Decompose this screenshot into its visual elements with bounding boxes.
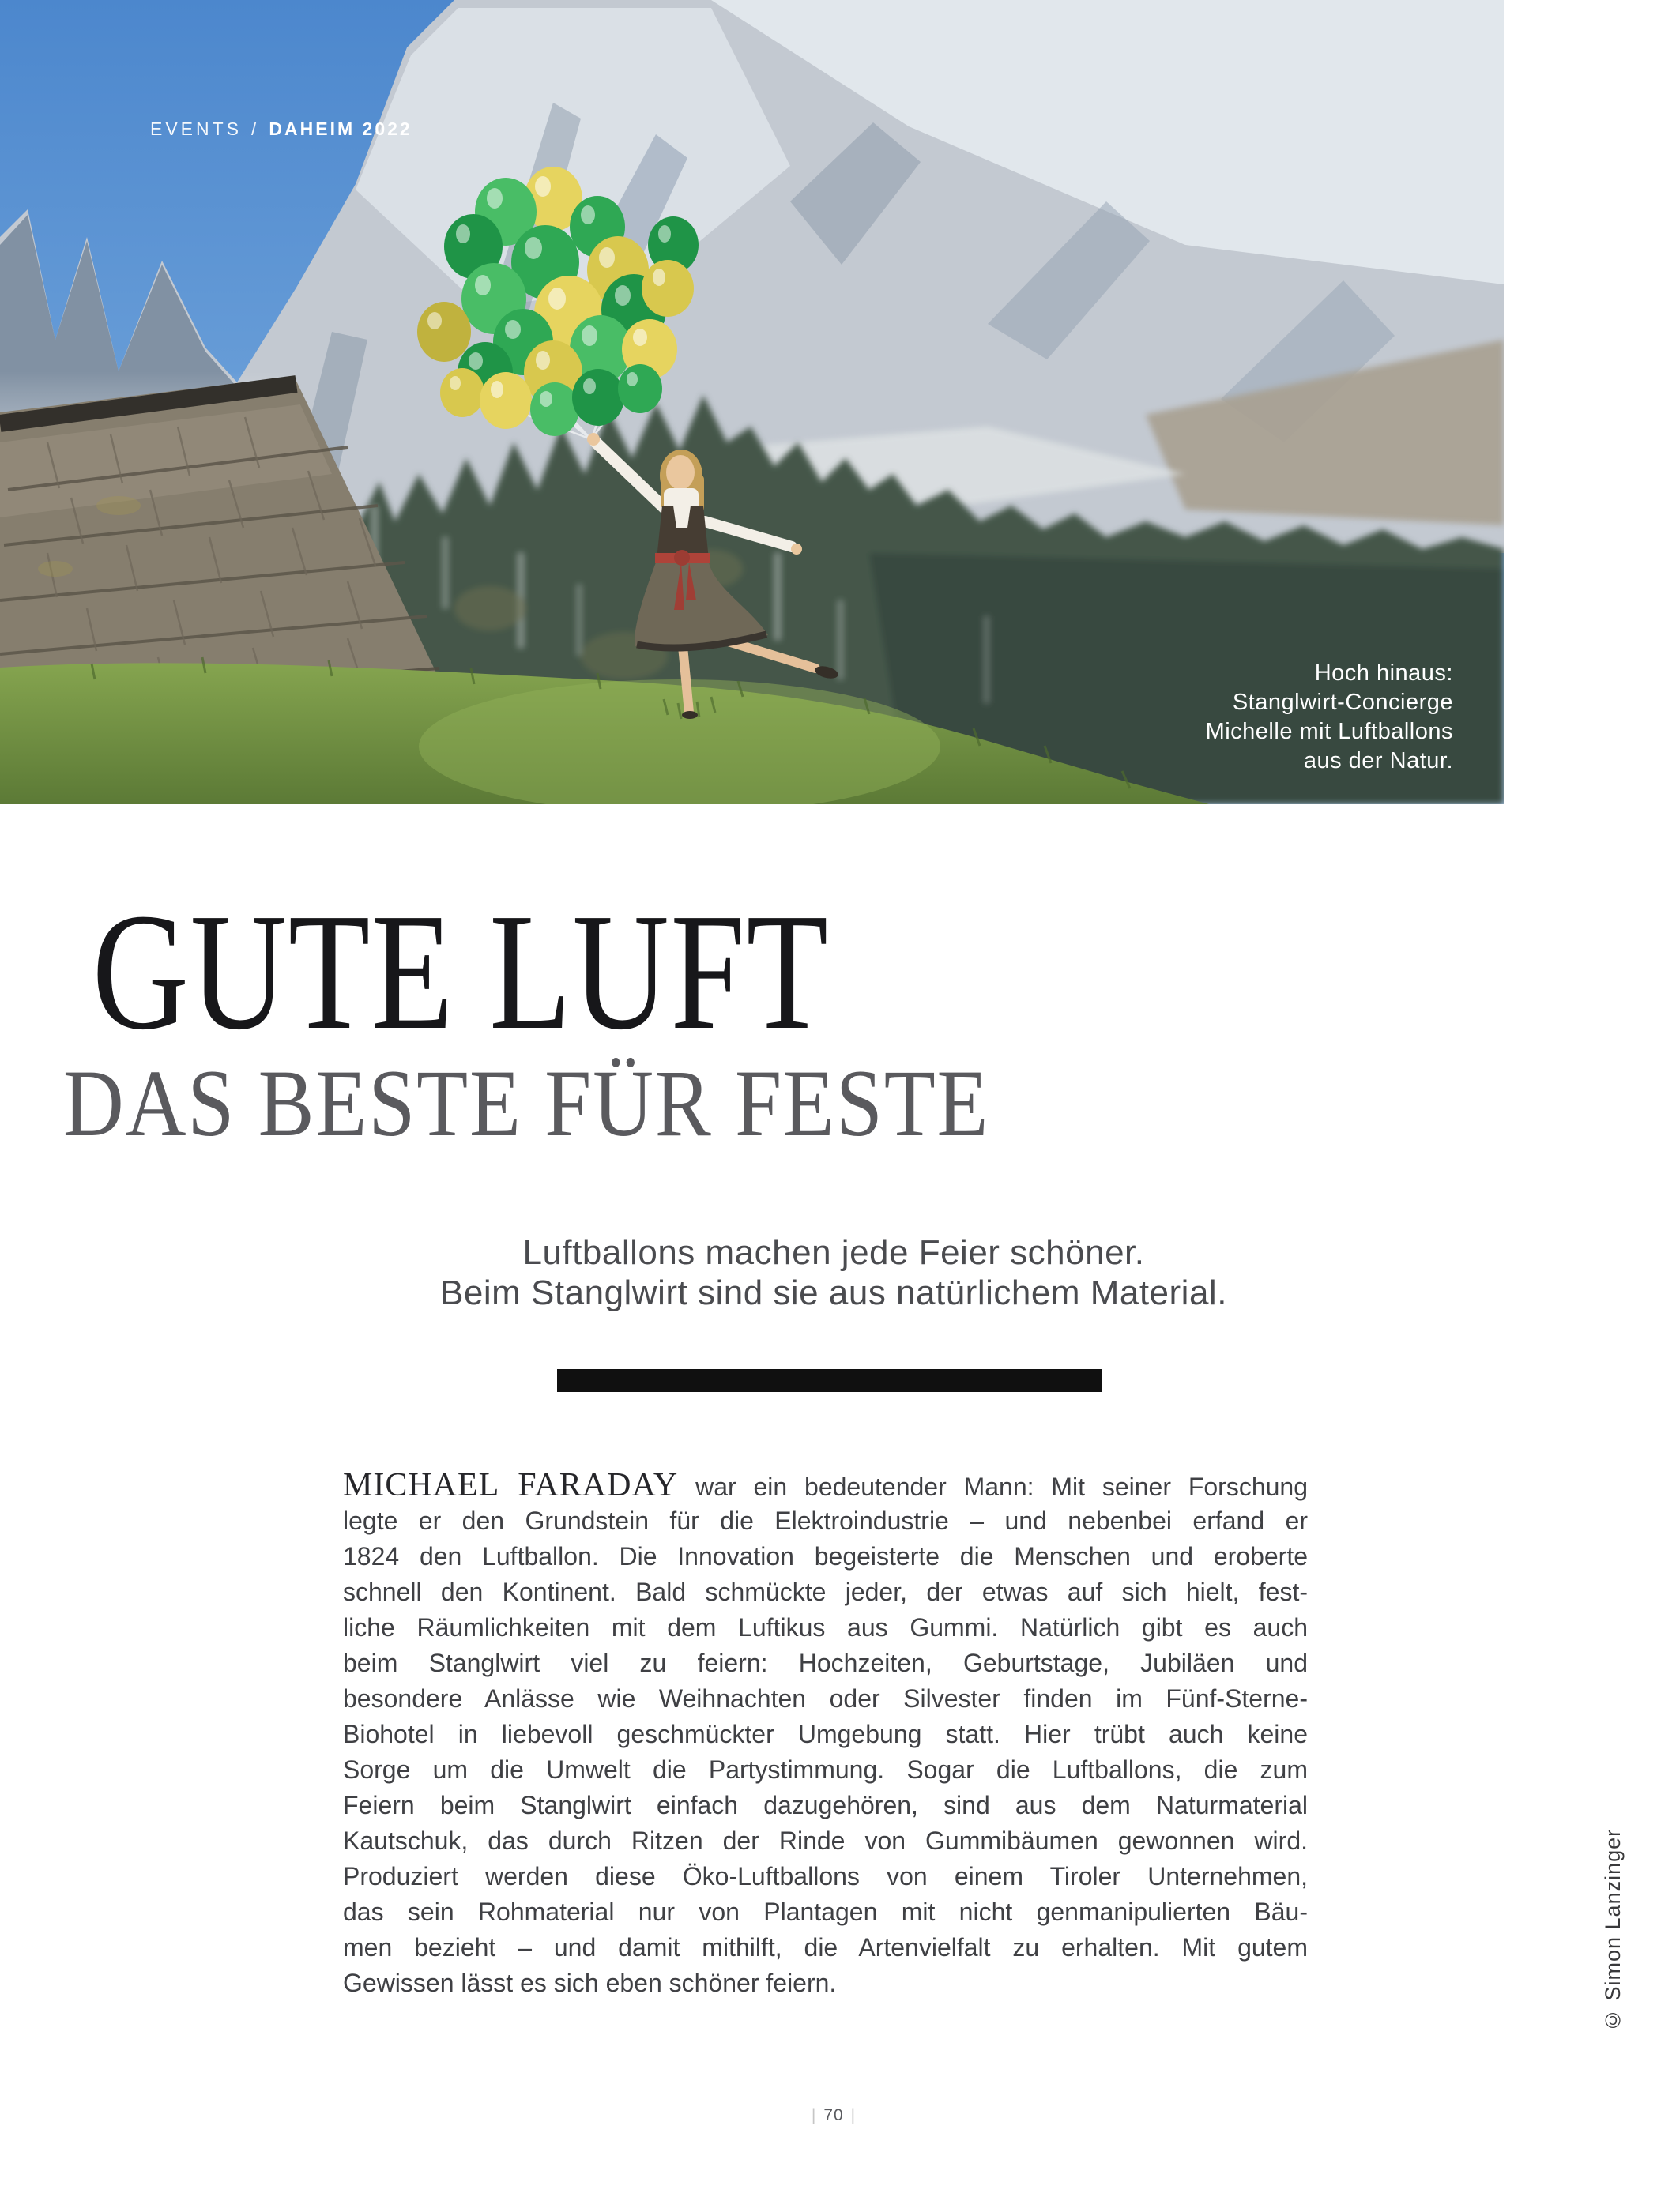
- lead-paragraph: [300, 1232, 1367, 1313]
- lead-line: Beim Stanglwirt sind sie aus natürlichem Material.: [440, 1273, 1227, 1312]
- body-text-line: beim Stanglwirt viel zu feiern: Hochzeiten, Geburtstage, Jubiläen und: [343, 1649, 1308, 1677]
- eyebrow: [150, 118, 412, 140]
- body-text-line: das sein Rohmaterial nur von Plantagen mit nicht genmanipulierten Bäu-: [343, 1898, 1308, 1926]
- body-text-line: men bezieht – und damit mithilft, die Artenvielfalt zu erhalten. Mit gutem: [343, 1933, 1308, 1962]
- body-text-line: Produziert werden diese Öko-Luftballons von einem Tiroler Unternehmen,: [343, 1862, 1308, 1890]
- photo-caption: [1206, 659, 1453, 776]
- page-number-value: 70: [823, 2106, 844, 2124]
- lead-line: Luftballons machen jede Feier schöner.: [522, 1233, 1145, 1272]
- photo-caption-line: Michelle mit Luftballons: [1205, 719, 1453, 744]
- article-body: [343, 1468, 1308, 2001]
- photo-caption-line: Hoch hinaus:: [1314, 660, 1453, 686]
- body-text-line: legte er den Grundstein für die Elektroindustrie – und nebenbei erfand er: [343, 1507, 1308, 1535]
- eyebrow-separator: /: [251, 118, 260, 139]
- page-number: [300, 2106, 1367, 2125]
- page-number-separator: |: [850, 2106, 857, 2124]
- photo-credit: © Simon Lanzinger: [1601, 1828, 1625, 2032]
- body-text-line: Gewissen lässt es sich eben schöner feiern.: [343, 1969, 837, 1997]
- body-lede: MICHAEL FARADAY: [343, 1467, 679, 1503]
- eyebrow-issue: DAHEIM 2022: [269, 118, 412, 139]
- eyebrow-section: EVENTS: [150, 118, 243, 139]
- body-text-line: liche Räumlichkeiten mit dem Luftikus aus Gummi. Natürlich gibt es auch: [343, 1613, 1308, 1642]
- body-text-line: [343, 1468, 1308, 1503]
- divider-rule: [557, 1369, 1102, 1392]
- body-text-line: 1824 den Luftballon. Die Innovation begeisterte die Menschen und eroberte: [343, 1542, 1308, 1571]
- page-title: GUTE LUFT: [92, 878, 830, 1064]
- body-text-line: Feiern beim Stanglwirt einfach dazugehören, sind aus dem Naturmaterial: [343, 1791, 1308, 1819]
- photo-caption-line: aus der Natur.: [1303, 748, 1453, 773]
- hero-photo: [0, 0, 1504, 804]
- page-subtitle: DAS BESTE FÜR FESTE: [62, 1051, 990, 1157]
- body-text-line: schnell den Kontinent. Bald schmückte jeder, der etwas auf sich hielt, fest-: [343, 1578, 1308, 1606]
- body-first-line-rest: war ein bedeutender Mann: Mit seiner Forschung: [695, 1473, 1309, 1501]
- body-text-line: Sorge um die Umwelt die Partystimmung. Sogar die Luftballons, die zum: [343, 1755, 1308, 1784]
- body-text-line: besondere Anlässe wie Weihnachten oder Silvester finden im Fünf-Sterne-: [343, 1684, 1308, 1713]
- photo-caption-line: Stanglwirt-Concierge: [1232, 690, 1453, 715]
- body-text-line: Biohotel in liebevoll geschmückter Umgebung statt. Hier trübt auch keine: [343, 1720, 1308, 1748]
- page-number-separator: |: [811, 2106, 817, 2124]
- body-text-line: Kautschuk, das durch Ritzen der Rinde von Gummibäumen gewonnen wird.: [343, 1826, 1308, 1855]
